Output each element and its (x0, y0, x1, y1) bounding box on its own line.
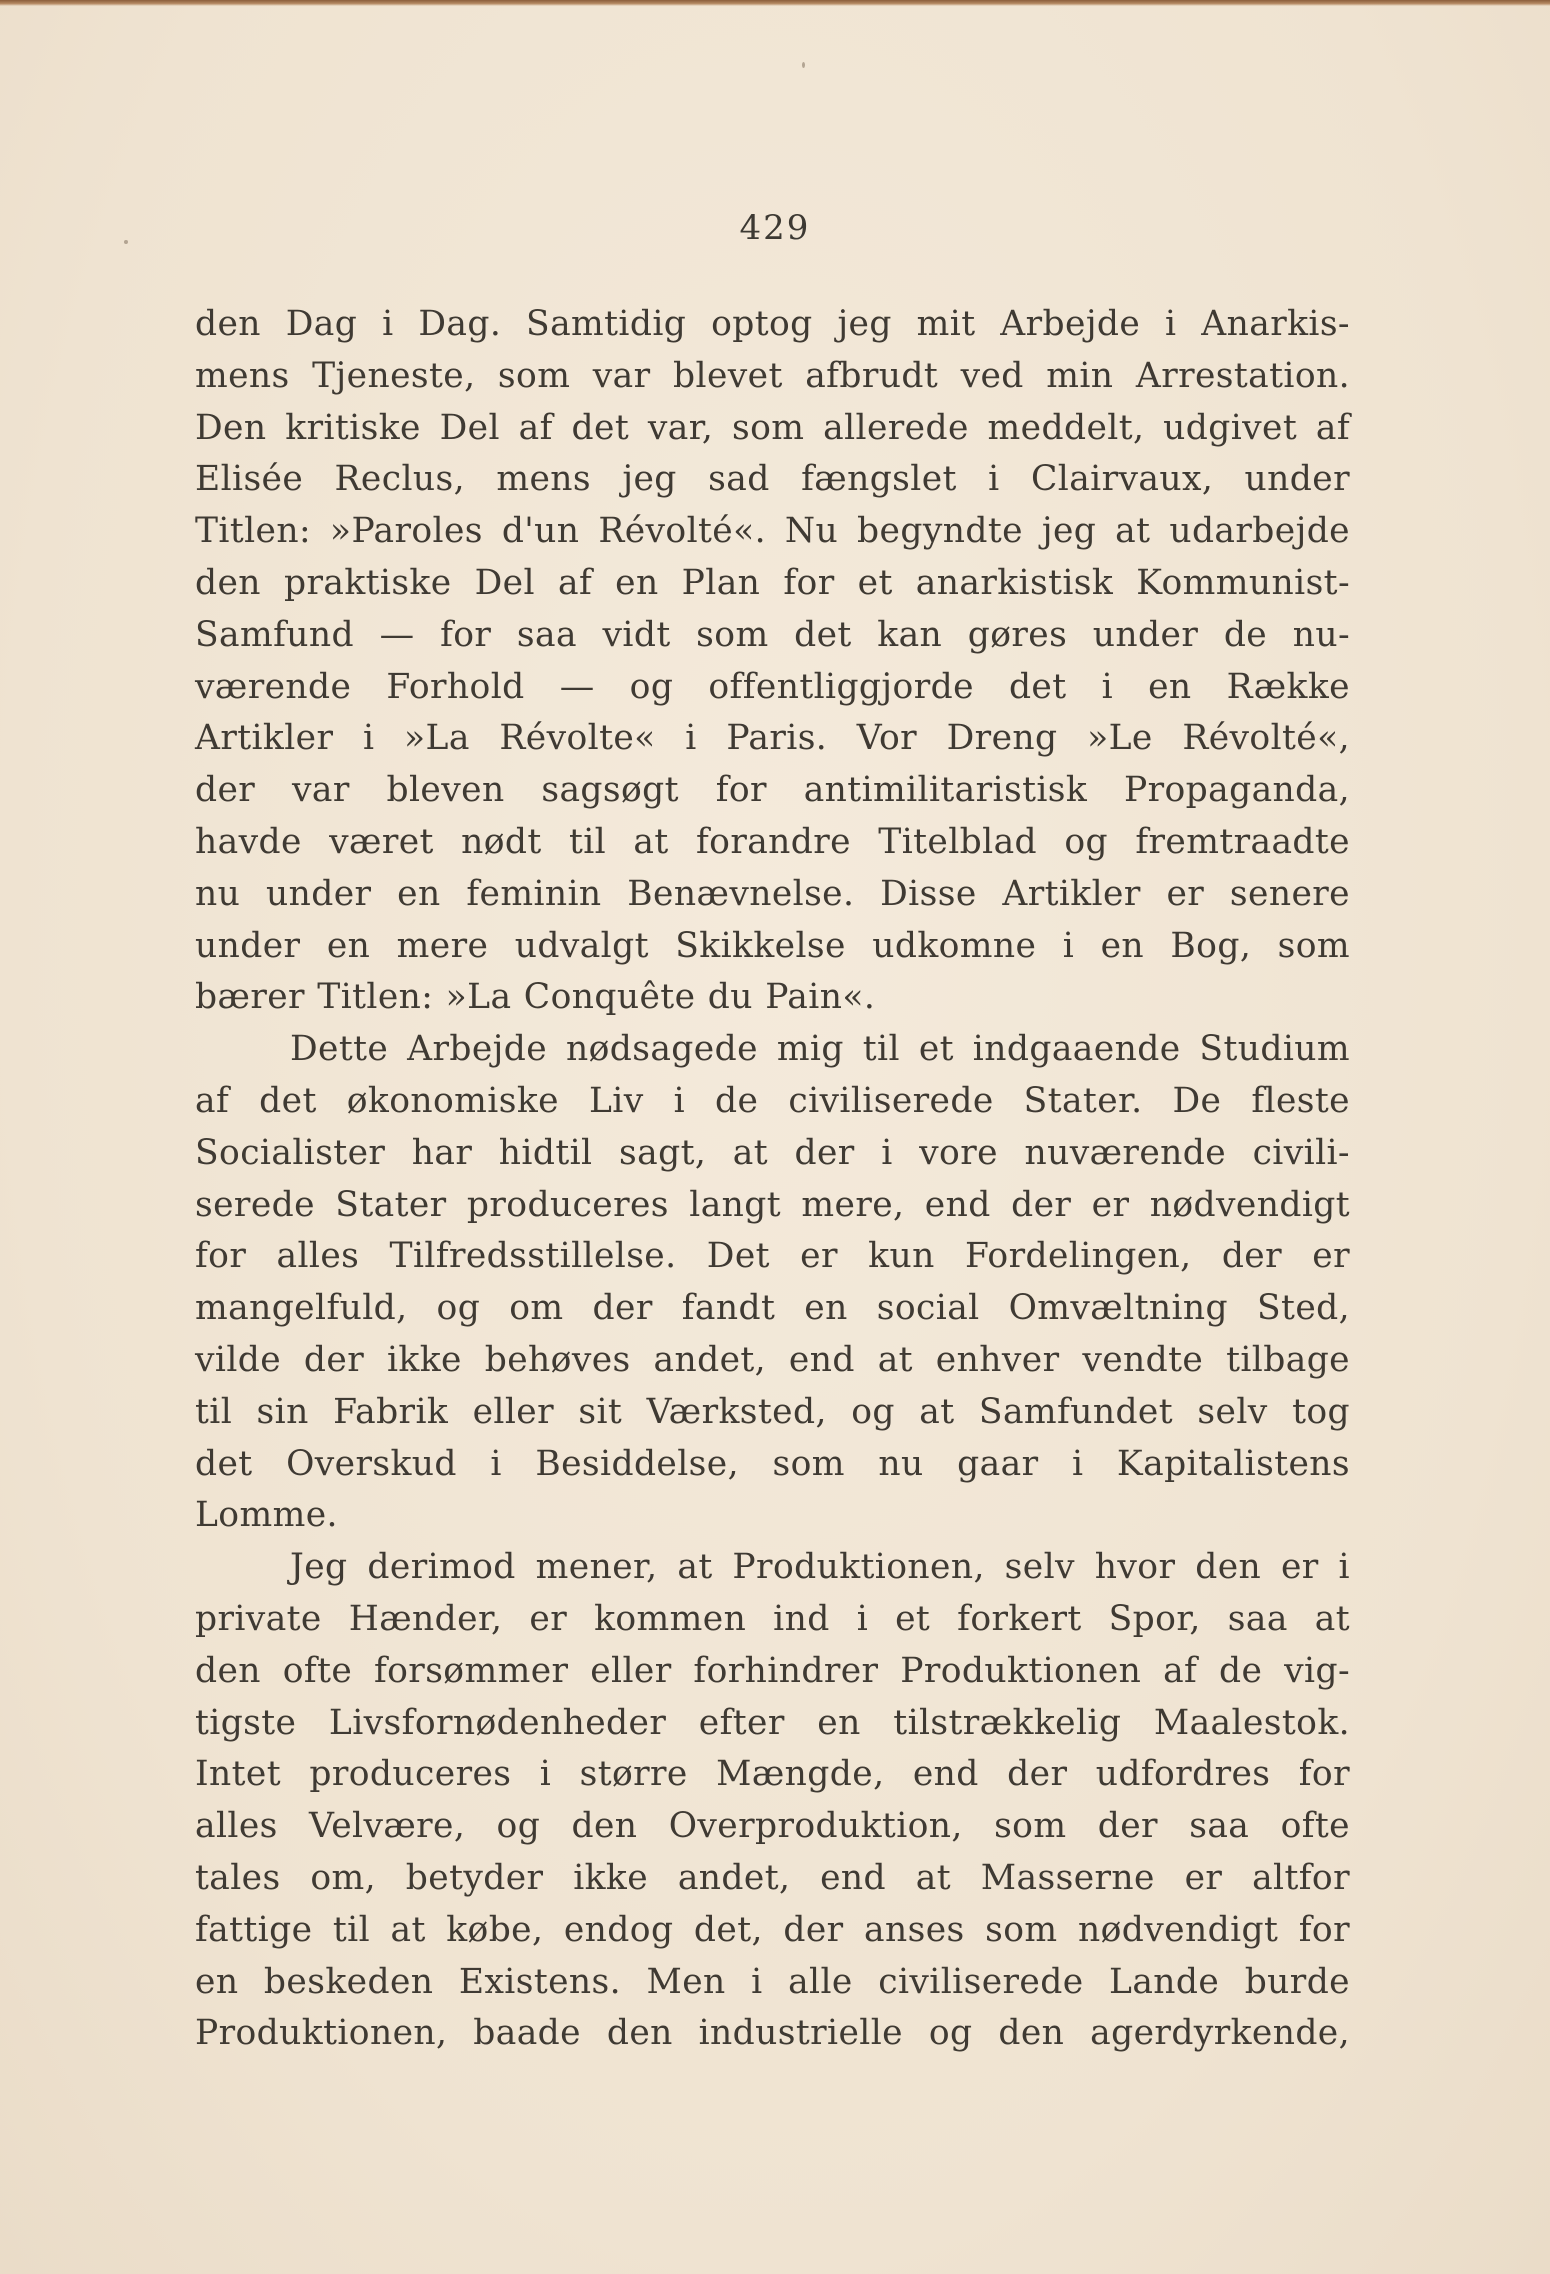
text-line: Socialister har hidtil sagt, at der i vore nuværende civili- (195, 1132, 1350, 1173)
text-line: det Overskud i Besiddelse, som nu gaar i Kapitalistens (195, 1443, 1350, 1484)
text-line: bærer Titlen: »La Conquête du Pain«. (195, 977, 876, 1018)
page-number: 429 (739, 208, 811, 248)
text-line: havde været nødt til at forandre Titelblad og fremtraadte (195, 821, 1350, 862)
text-line: værende Forhold — og offentliggjorde det i en Række (195, 666, 1350, 707)
text-line: en beskeden Existens. Men i alle civiliserede Lande burde (195, 1961, 1350, 2002)
text-line: nu under en feminin Benævnelse. Disse Artikler er senere (195, 873, 1350, 914)
text-line: den Dag i Dag. Samtidig optog jeg mit Arbejde i Anarkis- (195, 304, 1350, 344)
paragraph-first-line: Jeg derimod mener, at Produktionen, selv hvor den er i (290, 1547, 1350, 1588)
text-line: Intet produceres i større Mængde, end der udfordres for (195, 1754, 1350, 1795)
text-line: for alles Tilfredsstillelse. Det er kun Fordelingen, der er (195, 1236, 1350, 1277)
text-line: Lomme. (195, 1495, 338, 1536)
page-speck (802, 62, 805, 68)
text-line: Elisée Reclus, mens jeg sad fængslet i Clairvaux, under (195, 459, 1350, 500)
text-line: vilde der ikke behøves andet, end at enhver vendte tilbage (195, 1339, 1350, 1380)
paragraph-first-line: Dette Arbejde nødsagede mig til et indgaaende Studium (290, 1029, 1350, 1070)
text-line: Titlen: »Paroles d'un Révolté«. Nu begyndte jeg at udarbejde (195, 511, 1350, 552)
text-line: alles Velvære, og den Overproduktion, som der saa ofte (195, 1806, 1350, 1847)
text-line: tales om, betyder ikke andet, end at Masserne er altfor (195, 1857, 1350, 1898)
text-line: mangelfuld, og om der fandt en social Omvæltning Sted, (195, 1288, 1350, 1329)
text-line: den praktiske Del af en Plan for et anarkistisk Kommunist- (195, 562, 1350, 603)
text-line: af det økonomiske Liv i de civiliserede Stater. De fleste (195, 1080, 1350, 1121)
text-line: serede Stater produceres langt mere, end der er nødvendigt (195, 1184, 1350, 1225)
text-line: fattige til at købe, endog det, der anses som nødvendigt for (195, 1909, 1350, 1950)
text-line: Produktionen, baade den industrielle og den agerdyrkende, (195, 2013, 1350, 2054)
page-top-edge (0, 0, 1550, 6)
text-line: Artikler i »La Révolte« i Paris. Vor Dreng »Le Révolté«, (195, 718, 1350, 759)
text-line: Samfund — for saa vidt som det kan gøres under de nu- (195, 614, 1350, 655)
text-line: tigste Livsfornødenheder efter en tilstrækkelig Maalestok. (195, 1702, 1350, 1743)
text-line: der var bleven sagsøgt for antimilitaristisk Propaganda, (195, 770, 1350, 811)
text-line: mens Tjeneste, som var blevet afbrudt ved min Arrestation. (195, 355, 1350, 396)
text-line: Den kritiske Del af det var, som allerede meddelt, udgivet af (195, 407, 1350, 448)
text-line: til sin Fabrik eller sit Værksted, og at Samfundet selv tog (195, 1391, 1350, 1432)
body-text (195, 299, 1350, 2060)
text-line: den ofte forsømmer eller forhindrer Produktionen af de vig- (195, 1650, 1350, 1691)
text-line: under en mere udvalgt Skikkelse udkomne i en Bog, som (195, 925, 1350, 966)
text-line: private Hænder, er kommen ind i et forkert Spor, saa at (195, 1598, 1350, 1639)
